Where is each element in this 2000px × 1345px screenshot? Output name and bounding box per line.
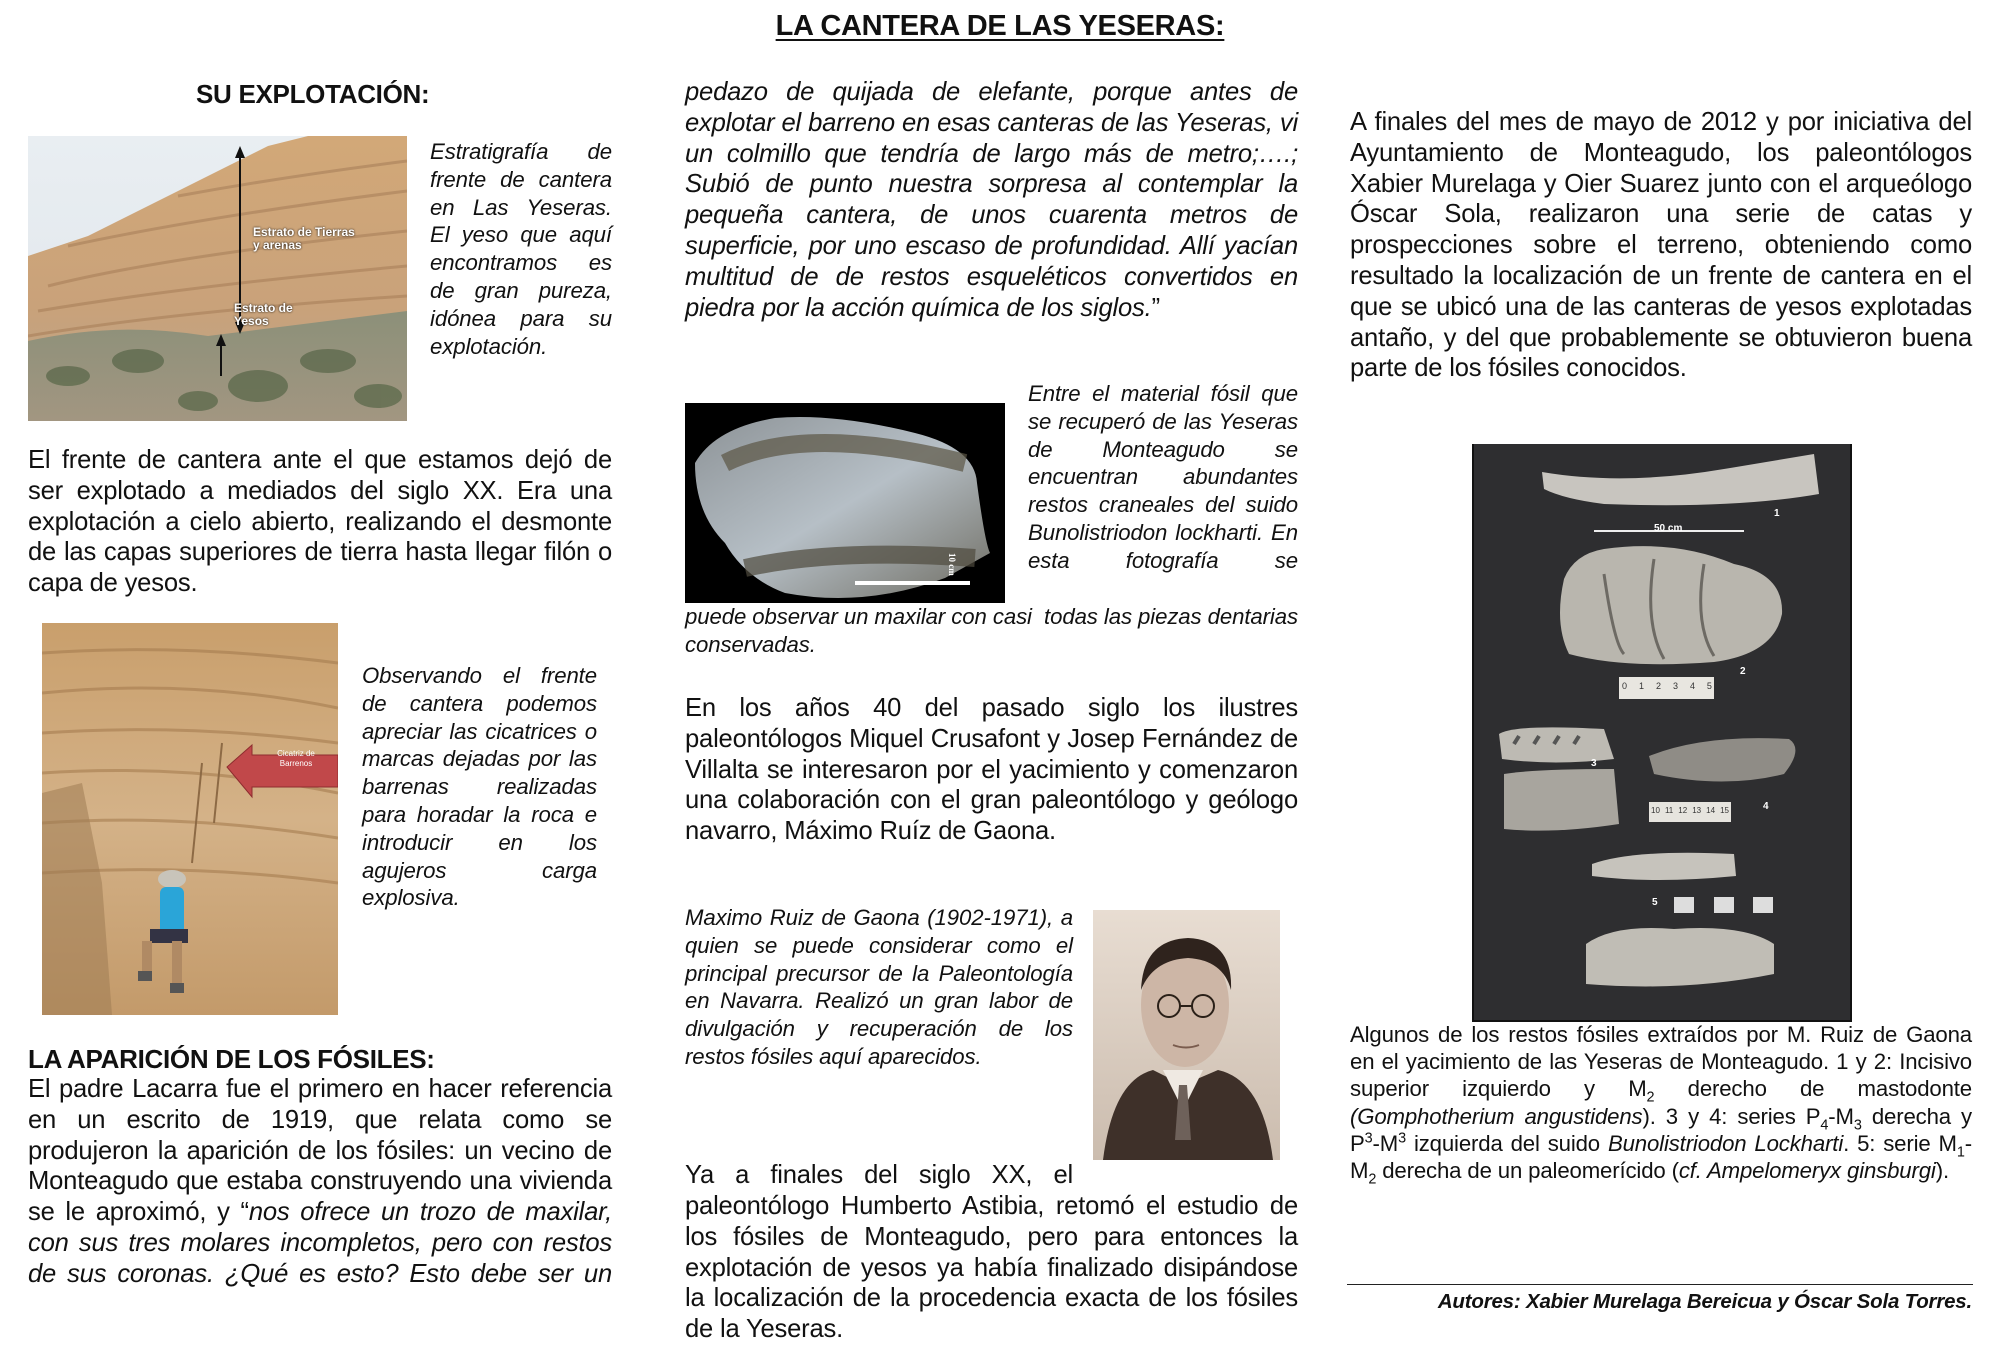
quarry-scars-image bbox=[42, 623, 338, 1015]
arrow-label-line2: Barrenos bbox=[279, 759, 313, 768]
caption-part: Algunos de los restos fósiles extraídos por M. Ruiz de Gaona en el yacimiento de las Yeseras de Monteagudo. 1 y 2: Incisivo superior izquierdo y M bbox=[1350, 1022, 1972, 1102]
plate-number-5: 5 bbox=[1652, 897, 1658, 908]
caption-sup: 3 bbox=[1364, 1130, 1373, 1147]
scars-caption-text: Observando el frente de cantera podemos apreciar las cicatrices o marcas dejadas por las barrenas realizadas para horadar la roca e introducir en los agujeros carga explosiva. bbox=[362, 663, 597, 911]
quarry-stratigraphy-photo bbox=[28, 136, 407, 421]
label-tierras-line1: Estrato de Tierras bbox=[253, 225, 355, 239]
caption-part: -M bbox=[1350, 1130, 1972, 1184]
ruler-2-tick: 13 bbox=[1692, 806, 1702, 815]
caption-species: cf. Ampelomeryx ginsburgi bbox=[1678, 1158, 1936, 1184]
label-tierras-line2: y arenas bbox=[253, 238, 302, 252]
ya-a-finales-first-line-text: Ya a finales del siglo XX, el bbox=[685, 1161, 1073, 1189]
anos-40-paragraph bbox=[685, 693, 1298, 847]
page-title-text: LA CANTERA DE LAS YESERAS: bbox=[775, 10, 1225, 42]
authors-divider bbox=[1347, 1284, 1973, 1285]
label-yesos-line1: Estrato de bbox=[234, 301, 293, 315]
ruiz-de-gaona-portrait bbox=[1093, 910, 1280, 1160]
portrait-caption bbox=[685, 904, 1073, 1071]
ruler-1 bbox=[1622, 681, 1712, 691]
portrait-image bbox=[1093, 910, 1280, 1160]
aparicion-quote: nos ofrece un trozo de maxilar, con sus tres molares incompletos, pero con restos de sus coronas. ¿Qué es esto? Esto debe ser un bbox=[28, 1198, 613, 1288]
quarry-scars-photo bbox=[42, 623, 338, 1015]
stratigraphy-caption bbox=[430, 138, 612, 360]
maxilar-caption-bottom-text: puede observar un maxilar con casi todas las piezas dentarias conservadas. bbox=[685, 604, 1311, 657]
aparicion-paragraph bbox=[28, 1074, 612, 1290]
quote-italic: pedazo de quijada de elefante, porque antes de explotar el barreno en esas canteras de las Yeseras, vi un colmillo que tendría de largo más de metro;….; Subió de punto nuestra sorpresa al contemplar la pequeña cantera, de unos cuarenta metros de superficie, por uno escaso de profundidad. Allí yacían multitud de de restos esqueléticos convertidos en piedra por la acción química de los siglos. bbox=[685, 78, 1298, 322]
label-yesos-line2: Yesos bbox=[234, 314, 269, 328]
ya-a-finales-paragraph-text: paleontólogo Humberto Astibia, retomó el estudio de los fósiles de Monteagudo, pero para entonces la explotación de yesos ya había finalizado disipándose la localización de la procedencia exacta de los fósiles de la Yeseras. bbox=[685, 1192, 1298, 1344]
mayo-2012-paragraph-text: A finales del mes de mayo de 2012 y por iniciativa del Ayuntamiento de Monteagudo, los paleontólogos Xabier Murelaga y Oier Suarez junto con el arqueólogo Óscar Sola, realizaron una serie de catas y prospecciones sobre el terreno, obteniendo como resultado la localización de un frente de cantera en el que se ubicó una de las canteras de yesos explotadas antaño, y del que probablemente se obtuvieron buena parte de los fósiles conocidos. bbox=[1350, 108, 1972, 383]
caption-sub: 2 bbox=[1368, 1171, 1377, 1188]
page-title bbox=[0, 10, 2000, 43]
fossil-plate-photo bbox=[1472, 444, 1852, 1022]
caption-sub: 3 bbox=[1853, 1117, 1862, 1134]
maxilar-fossil-image bbox=[685, 403, 1005, 603]
ruler-2-tick: 11 bbox=[1664, 806, 1674, 815]
ruler-1-tick: 0 bbox=[1622, 681, 1628, 691]
caption-part: -M bbox=[1828, 1103, 1854, 1129]
ruler-2 bbox=[1651, 806, 1729, 815]
arrow-label bbox=[266, 749, 326, 769]
heading-aparicion: LA APARICIÓN DE LOS FÓSILES: bbox=[28, 1044, 435, 1074]
maxilar-caption-side bbox=[1028, 380, 1298, 575]
plate-number-4: 4 bbox=[1763, 801, 1769, 812]
ruler-2-tick: 15 bbox=[1720, 806, 1729, 815]
maxilar-fossil-photo bbox=[685, 403, 1005, 603]
fossil-plate-caption bbox=[1350, 1021, 1972, 1188]
caption-sub: 1 bbox=[1956, 1144, 1965, 1161]
scars-caption bbox=[362, 662, 597, 912]
quarry-stratigraphy-image bbox=[28, 136, 407, 421]
scale-label-10cm: 10 cm bbox=[947, 553, 957, 576]
authors-line: Autores: Xabier Murelaga Bereicua y Óscar Sola Torres. bbox=[1437, 1290, 1972, 1313]
explotacion-paragraph bbox=[28, 445, 612, 599]
mayo-2012-paragraph bbox=[1350, 107, 1972, 384]
quote-paragraph bbox=[685, 77, 1298, 323]
ruler-2-tick: 12 bbox=[1678, 806, 1688, 815]
caption-part: derecho de mastodonte bbox=[1654, 1076, 1972, 1102]
explotacion-paragraph-text: El frente de cantera ante el que estamos dejó de ser explotado a mediados del siglo XX. Era una explotación a cielo abierto, realizando el desmonte de las capas superiores de tierra hasta llegar filón o capa de yesos. bbox=[28, 446, 612, 598]
heading-explotacion: SU EXPLOTACIÓN: bbox=[196, 79, 430, 109]
maxilar-caption-side-text: Entre el material fósil que se recuperó de las Yeseras de Monteagudo se encuentran abundantes restos craneales del suido Bunolistriodon lockharti. En esta fotografía se bbox=[1028, 381, 1298, 573]
ruler-2-tick: 10 bbox=[1651, 806, 1660, 815]
caption-species: (Gomphotherium angustidens bbox=[1350, 1103, 1643, 1129]
anos-40-paragraph-text: En los años 40 del pasado siglo los ilustres paleontólogos Miquel Crusafont y Josep Fernández de Villalta se interesaron por el yacimiento y comenzaron una colaboración con el gran paleontólogo y geólogo navarro, Máximo Ruíz de Gaona. bbox=[685, 694, 1298, 846]
ya-a-finales-paragraph bbox=[685, 1191, 1298, 1345]
stratigraphy-caption-text: Estratigrafía de frente de cantera en Las Yeseras. El yeso que aquí encontramos es de gran pureza, idónea para su explotación. bbox=[430, 139, 612, 359]
ruler-1-tick: 5 bbox=[1706, 681, 1712, 691]
plate-number-2: 2 bbox=[1740, 666, 1746, 677]
aparicion-paragraph-text bbox=[28, 1074, 612, 1290]
caption-part: . 5: serie M bbox=[1843, 1130, 1957, 1156]
label-tierras bbox=[253, 226, 355, 252]
portrait-caption-text: Maximo Ruiz de Gaona (1902-1971), a quien se puede considerar como el principal precursor de la Paleontología en Navarra. Realizó un gran labor de divulgación y recuperación de los restos fósiles aquí aparecidos. bbox=[685, 905, 1073, 1069]
caption-part: derecha y P bbox=[1350, 1103, 1972, 1156]
ruler-1-tick: 1 bbox=[1638, 681, 1644, 691]
scale-label-50cm: 50 cm bbox=[1654, 523, 1683, 534]
caption-sub: 2 bbox=[1646, 1089, 1655, 1106]
ruler-1-tick: 3 bbox=[1672, 681, 1678, 691]
plate-number-1: 1 bbox=[1774, 508, 1780, 519]
caption-sub: 4 bbox=[1820, 1117, 1829, 1134]
caption-part: izquierda del suido bbox=[1405, 1130, 1608, 1156]
aparicion-plain: El padre Lacarra fue el primero en hacer referencia en un escrito de 1919, que relata como se produjeron la aparición de los fósiles: un vecino de Monteagudo que estaba construyendo una vivienda se le aproximó, y “ bbox=[28, 1075, 612, 1227]
ruler-2-tick: 14 bbox=[1706, 806, 1716, 815]
caption-species: Bunolistriodon Lockharti bbox=[1607, 1130, 1844, 1156]
ruler-1-tick: 4 bbox=[1689, 681, 1695, 691]
caption-part: derecha de un paleomerícido ( bbox=[1376, 1158, 1679, 1184]
fossil-plate-caption-text bbox=[1350, 1021, 1972, 1188]
caption-part: -M bbox=[1372, 1130, 1399, 1156]
caption-part: ). bbox=[1935, 1158, 1949, 1184]
caption-sup: 3 bbox=[1398, 1130, 1406, 1147]
caption-part: ). 3 y 4: series P bbox=[1642, 1103, 1821, 1129]
label-yesos bbox=[234, 302, 293, 328]
maxilar-caption-bottom bbox=[685, 603, 1311, 659]
arrow-label-line1: Cicatriz de bbox=[277, 749, 315, 758]
ruler-1-tick: 2 bbox=[1655, 681, 1661, 691]
quote-paragraph-text bbox=[685, 77, 1298, 323]
ya-a-finales-first-line bbox=[685, 1160, 1073, 1191]
plate-number-3: 3 bbox=[1591, 758, 1597, 769]
quote-close-mark: ” bbox=[1151, 293, 1160, 322]
